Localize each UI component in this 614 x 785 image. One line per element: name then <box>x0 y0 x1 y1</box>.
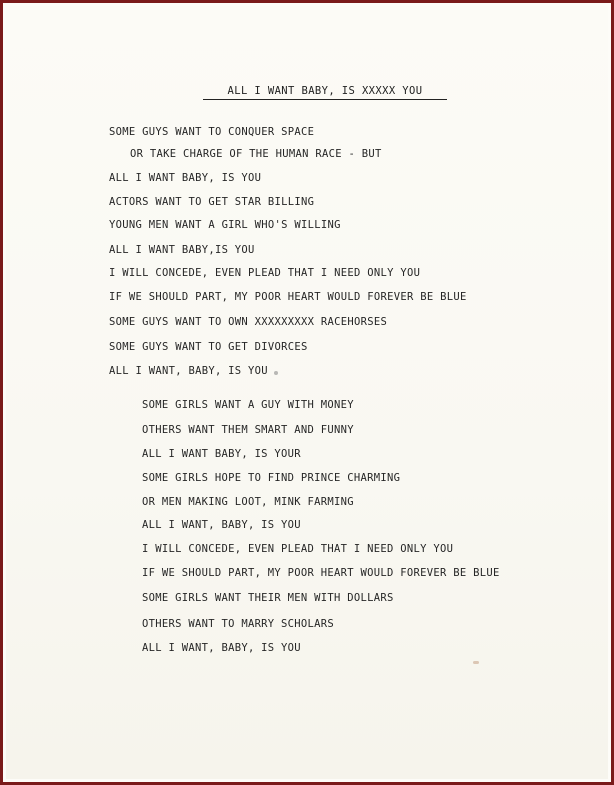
lyric-line: SOME GUYS WANT TO GET DIVORCES <box>109 341 308 353</box>
lyric-line: ALL I WANT BABY,IS YOU <box>109 244 255 256</box>
lyric-line: SOME GIRLS WANT THEIR MEN WITH DOLLARS <box>142 592 394 604</box>
lyric-line: SOME GIRLS HOPE TO FIND PRINCE CHARMING <box>142 472 401 484</box>
lyric-line: ACTORS WANT TO GET STAR BILLING <box>109 196 315 208</box>
typed-page <box>6 6 608 779</box>
lyric-line: ALL I WANT BABY, IS YOU <box>109 172 262 184</box>
ink-blot <box>274 371 278 375</box>
lyric-line: SOME GUYS WANT TO OWN XXXXXXXXX RACEHORSES <box>109 316 388 328</box>
lyric-line: OR MEN MAKING LOOT, MINK FARMING <box>142 496 354 508</box>
lyric-line: IF WE SHOULD PART, MY POOR HEART WOULD FOREVER BE BLUE <box>109 291 467 303</box>
lyric-line: IF WE SHOULD PART, MY POOR HEART WOULD FOREVER BE BLUE <box>142 567 500 579</box>
lyric-line: SOME GUYS WANT TO CONQUER SPACE <box>109 126 315 138</box>
lyric-line: ALL I WANT, BABY, IS YOU <box>142 642 301 654</box>
lyric-line: SOME GIRLS WANT A GUY WITH MONEY <box>142 399 354 411</box>
lyric-line: ALL I WANT BABY, IS YOUR <box>142 448 301 460</box>
lyric-line: YOUNG MEN WANT A GIRL WHO'S WILLING <box>109 219 341 231</box>
lyric-line: ALL I WANT, BABY, IS YOU <box>109 365 268 377</box>
lyric-line: OTHERS WANT TO MARRY SCHOLARS <box>142 618 335 630</box>
song-title: ALL I WANT BABY, IS XXXXX YOU <box>203 85 447 100</box>
lyric-line: OTHERS WANT THEM SMART AND FUNNY <box>142 424 354 436</box>
lyric-line: OR TAKE CHARGE OF THE HUMAN RACE - BUT <box>130 148 382 160</box>
lyric-line: I WILL CONCEDE, EVEN PLEAD THAT I NEED ONLY YOU <box>109 267 421 279</box>
lyric-line: I WILL CONCEDE, EVEN PLEAD THAT I NEED ONLY YOU <box>142 543 454 555</box>
paper-stain <box>473 661 479 664</box>
lyric-line: ALL I WANT, BABY, IS YOU <box>142 519 301 531</box>
